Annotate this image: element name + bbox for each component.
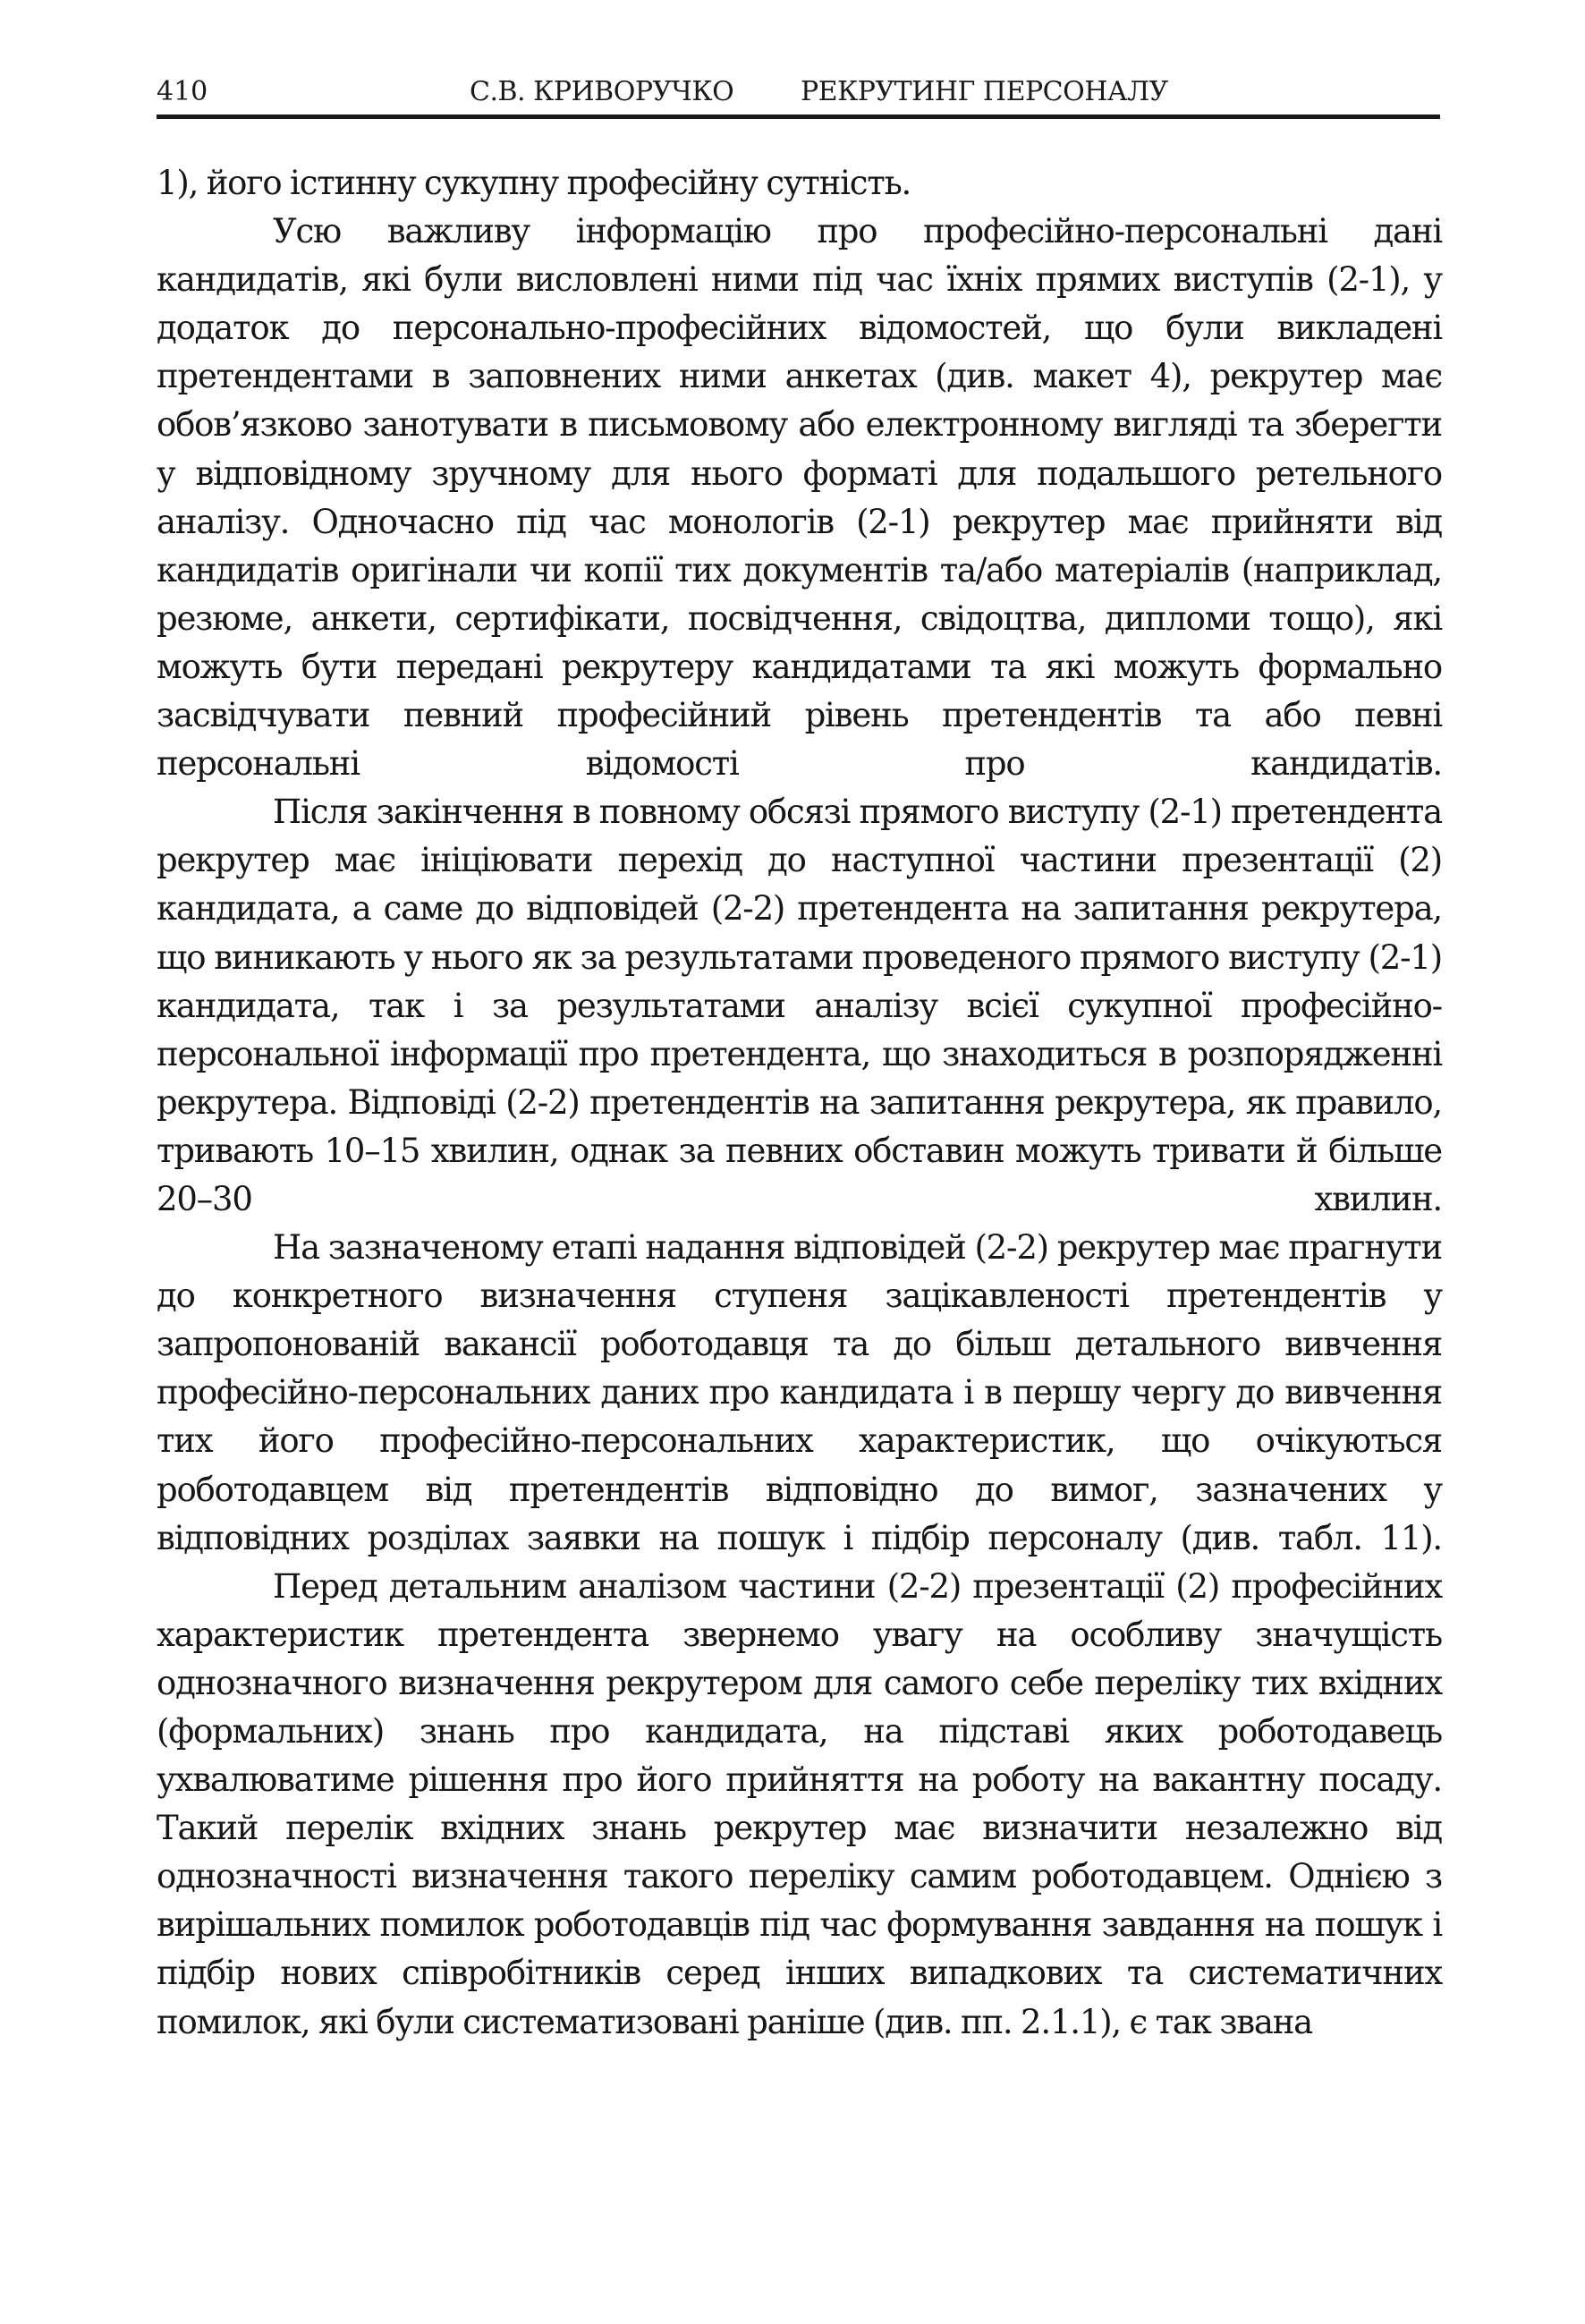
paragraph: Після закінчення в повному обсязі прямого виступу (2-1) претендента рекрутер має ініціювати перехід до наступної частини презентації (2) кандидата, а саме до відповідей (2-2) претендента на запитання рекрутера, що виникають у нього як за результатами проведеного прямого виступу (2-1) кандидата, так і за результатами аналізу всієї сукупної професійно-персональної інформації про претендента, що знаходиться в розпорядженні рекрутера. Відповіді (2-2) претендентів на запитання рекрутера, як правило, тривають 10–15 хвилин, однак за певних обставин можуть тривати й більше 20–30 хвилин. <box>157 793 1442 1218</box>
header-rule <box>157 115 1440 119</box>
paragraph-continuation: 1), його істинну сукупну професійну сутність. <box>157 164 911 202</box>
running-head-author: С.В. КРИВОРУЧКО <box>470 76 734 107</box>
running-head-book-title: РЕКРУТИНГ ПЕРСОНАЛУ <box>801 76 1168 107</box>
paragraph: Усю важливу інформацію про професійно-персональні дані кандидатів, які були висловлені ними під час їхніх прямих виступів (2-1), у додаток до персонально-професійних відомостей, що були викладені претендентами в заповнених ними анкетах (див. макет 4), рекрутер має обов’язково занотувати в письмовому або електронному вигляді та зберегти у відповідному зручному для нього форматі для подальшого ретельного аналізу. Одночасно під час монологів (2-1) рекрутер має прийняти від кандидатів оригінали чи копії тих документів та/або матеріалів (наприклад, резюме, анкети, сертифікати, посвідчення, свідоцтва, дипломи тощо), які можуть бути передані рекрутеру кандидатами та які можуть формально засвідчувати певний професійний рівень претендентів та або певні персональні відомості про кандидатів. <box>157 212 1442 784</box>
body-text <box>157 159 1442 2047</box>
paragraph: На зазначеному етапі надання відповідей (2-2) рекрутер має прагнути до конкретного визначення ступеня зацікавленості претендентів у запропонованій вакансії роботодавця та до більш детального вивчення професійно-персональних даних про кандидата і в першу чергу до вивчення тих його професійно-персональних характеристик, що очікуються роботодавцем від претендентів відповідно до вимог, зазначених у відповідних розділах заявки на пошук і підбір персоналу (див. табл. 11). <box>157 1228 1442 1557</box>
page-number: 410 <box>157 76 208 107</box>
paragraph: Перед детальним аналізом частини (2-2) презентації (2) професійних характеристик претендента звернемо увагу на особливу значущість однозначного визначення рекрутером для самого себе переліку тих вхідних (формальних) знань про кандидата, на підставі яких роботодавець ухвалюватиме рішення про його прийняття на роботу на вакантну посаду. Такий перелік вхідних знань рекрутер має визначити незалежно від однозначності визначення такого переліку самим роботодавцем. Однією з вирішальних помилок роботодавців під час формування завдання на пошук і підбір нових співробітників серед інших випадкових та систематичних помилок, які були систематизовані раніше (див. пп. 2.1.1), є так звана <box>157 1566 1442 2041</box>
running-head <box>157 72 1440 113</box>
